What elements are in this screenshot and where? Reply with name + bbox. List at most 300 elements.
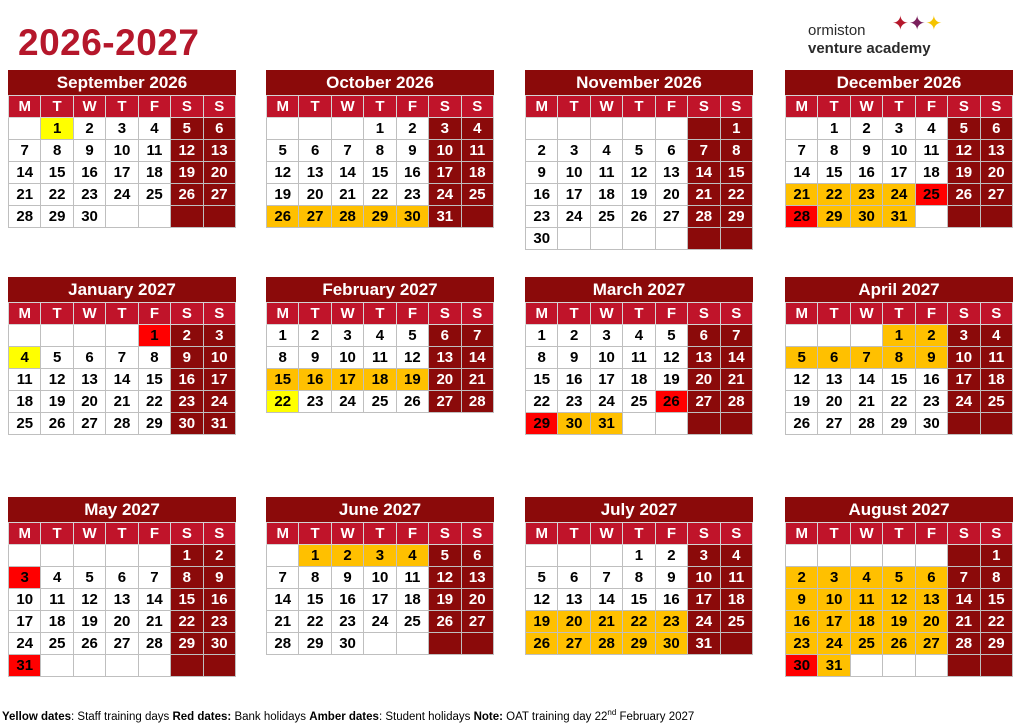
day-cell: 15 bbox=[720, 162, 752, 184]
day-cell: 1 bbox=[364, 118, 396, 140]
day-cell: 29 bbox=[883, 413, 915, 435]
empty-cell bbox=[526, 545, 558, 567]
day-cell: 24 bbox=[429, 184, 461, 206]
legend-note-tail: February 2027 bbox=[616, 710, 695, 723]
day-cell: 10 bbox=[203, 347, 235, 369]
day-cell: 7 bbox=[786, 140, 818, 162]
legend bbox=[2, 708, 694, 723]
day-cell: 16 bbox=[526, 184, 558, 206]
day-cell: 6 bbox=[980, 118, 1012, 140]
empty-cell bbox=[171, 206, 203, 228]
day-cell: 14 bbox=[267, 589, 299, 611]
day-cell: 8 bbox=[138, 347, 170, 369]
day-cell: 7 bbox=[106, 347, 138, 369]
star-icon: ✦ bbox=[908, 13, 926, 35]
day-cell: 7 bbox=[948, 567, 980, 589]
day-cell: 18 bbox=[396, 589, 428, 611]
day-cell: 23 bbox=[786, 633, 818, 655]
day-cell: 3 bbox=[364, 545, 396, 567]
weekday-header: S bbox=[461, 523, 493, 545]
day-cell: 6 bbox=[818, 347, 850, 369]
day-cell: 24 bbox=[818, 633, 850, 655]
month-title: March 2027 bbox=[525, 277, 753, 302]
empty-cell bbox=[138, 206, 170, 228]
day-cell: 21 bbox=[948, 611, 980, 633]
month-table bbox=[266, 95, 494, 228]
empty-cell bbox=[883, 655, 915, 677]
day-cell: 10 bbox=[558, 162, 590, 184]
day-cell: 6 bbox=[203, 118, 235, 140]
day-cell: 9 bbox=[396, 140, 428, 162]
empty-cell bbox=[720, 633, 752, 655]
day-cell: 26 bbox=[171, 184, 203, 206]
day-cell: 24 bbox=[558, 206, 590, 228]
day-cell: 6 bbox=[106, 567, 138, 589]
day-cell: 15 bbox=[526, 369, 558, 391]
month-title: November 2026 bbox=[525, 70, 753, 95]
day-cell: 8 bbox=[526, 347, 558, 369]
day-cell: 9 bbox=[915, 347, 947, 369]
day-cell: 15 bbox=[980, 589, 1012, 611]
empty-cell bbox=[106, 545, 138, 567]
day-cell: 28 bbox=[461, 391, 493, 413]
weekday-header: T bbox=[883, 96, 915, 118]
day-cell: 19 bbox=[948, 162, 980, 184]
day-cell: 14 bbox=[138, 589, 170, 611]
weekday-header: W bbox=[331, 96, 363, 118]
day-cell: 21 bbox=[461, 369, 493, 391]
day-cell: 9 bbox=[299, 347, 331, 369]
day-cell: 26 bbox=[267, 206, 299, 228]
day-cell: 30 bbox=[786, 655, 818, 677]
day-cell: 1 bbox=[171, 545, 203, 567]
weekday-header: M bbox=[526, 96, 558, 118]
day-cell: 29 bbox=[526, 413, 558, 435]
day-cell: 14 bbox=[590, 589, 622, 611]
day-cell: 26 bbox=[948, 184, 980, 206]
day-cell: 4 bbox=[138, 118, 170, 140]
day-cell: 6 bbox=[655, 140, 687, 162]
day-cell: 24 bbox=[948, 391, 980, 413]
day-cell: 9 bbox=[850, 140, 882, 162]
weekday-header: M bbox=[9, 523, 41, 545]
month-table bbox=[266, 522, 494, 655]
empty-cell bbox=[980, 206, 1012, 228]
weekday-header: M bbox=[267, 523, 299, 545]
weekday-header: T bbox=[883, 523, 915, 545]
day-cell: 10 bbox=[364, 567, 396, 589]
day-cell: 20 bbox=[73, 391, 105, 413]
day-cell: 11 bbox=[138, 140, 170, 162]
empty-cell bbox=[73, 545, 105, 567]
day-cell: 11 bbox=[980, 347, 1012, 369]
day-cell: 29 bbox=[41, 206, 73, 228]
weekday-header: F bbox=[655, 303, 687, 325]
weekday-header: S bbox=[203, 523, 235, 545]
weekday-header: F bbox=[915, 303, 947, 325]
empty-cell bbox=[267, 545, 299, 567]
legend-red-label: Red dates: bbox=[172, 710, 232, 723]
day-cell: 5 bbox=[655, 325, 687, 347]
day-cell: 2 bbox=[299, 325, 331, 347]
day-cell: 15 bbox=[364, 162, 396, 184]
day-cell: 20 bbox=[915, 611, 947, 633]
day-cell: 31 bbox=[883, 206, 915, 228]
day-cell: 14 bbox=[688, 162, 720, 184]
day-cell: 1 bbox=[623, 545, 655, 567]
day-cell: 13 bbox=[818, 369, 850, 391]
day-cell: 22 bbox=[171, 611, 203, 633]
day-cell: 6 bbox=[461, 545, 493, 567]
empty-cell bbox=[558, 228, 590, 250]
day-cell: 7 bbox=[461, 325, 493, 347]
day-cell: 19 bbox=[171, 162, 203, 184]
month-title: January 2027 bbox=[8, 277, 236, 302]
day-cell: 24 bbox=[203, 391, 235, 413]
day-cell: 17 bbox=[688, 589, 720, 611]
weekday-header: M bbox=[526, 303, 558, 325]
day-cell: 18 bbox=[364, 369, 396, 391]
day-cell: 3 bbox=[331, 325, 363, 347]
day-cell: 4 bbox=[720, 545, 752, 567]
day-cell: 26 bbox=[883, 633, 915, 655]
day-cell: 19 bbox=[73, 611, 105, 633]
empty-cell bbox=[203, 206, 235, 228]
day-cell: 4 bbox=[980, 325, 1012, 347]
day-cell: 11 bbox=[850, 589, 882, 611]
day-cell: 16 bbox=[915, 369, 947, 391]
empty-cell bbox=[558, 118, 590, 140]
day-cell: 20 bbox=[429, 369, 461, 391]
day-cell: 17 bbox=[203, 369, 235, 391]
day-cell: 26 bbox=[429, 611, 461, 633]
day-cell: 26 bbox=[73, 633, 105, 655]
day-cell: 13 bbox=[688, 347, 720, 369]
day-cell: 24 bbox=[590, 391, 622, 413]
day-cell: 20 bbox=[461, 589, 493, 611]
weekday-header: M bbox=[786, 96, 818, 118]
month-title: September 2026 bbox=[8, 70, 236, 95]
empty-cell bbox=[9, 545, 41, 567]
day-cell: 4 bbox=[850, 567, 882, 589]
weekday-header: T bbox=[41, 96, 73, 118]
weekday-header: T bbox=[106, 523, 138, 545]
day-cell: 18 bbox=[9, 391, 41, 413]
month-calendar bbox=[525, 497, 753, 655]
empty-cell bbox=[138, 545, 170, 567]
month-calendar bbox=[525, 277, 753, 435]
day-cell: 10 bbox=[948, 347, 980, 369]
day-cell: 28 bbox=[9, 206, 41, 228]
weekday-header: S bbox=[461, 96, 493, 118]
month-table bbox=[8, 95, 236, 228]
month-calendar bbox=[266, 277, 494, 413]
weekday-header: S bbox=[720, 303, 752, 325]
day-cell: 29 bbox=[299, 633, 331, 655]
day-cell: 9 bbox=[203, 567, 235, 589]
day-cell: 18 bbox=[138, 162, 170, 184]
day-cell: 14 bbox=[461, 347, 493, 369]
empty-cell bbox=[41, 655, 73, 677]
month-table bbox=[525, 302, 753, 435]
empty-cell bbox=[850, 545, 882, 567]
day-cell: 23 bbox=[655, 611, 687, 633]
day-cell: 10 bbox=[106, 140, 138, 162]
day-cell: 19 bbox=[786, 391, 818, 413]
day-cell: 4 bbox=[623, 325, 655, 347]
day-cell: 5 bbox=[41, 347, 73, 369]
month-title: April 2027 bbox=[785, 277, 1013, 302]
day-cell: 21 bbox=[850, 391, 882, 413]
day-cell: 2 bbox=[171, 325, 203, 347]
weekday-header: S bbox=[171, 303, 203, 325]
day-cell: 12 bbox=[655, 347, 687, 369]
day-cell: 10 bbox=[429, 140, 461, 162]
day-cell: 12 bbox=[171, 140, 203, 162]
weekday-header: W bbox=[850, 303, 882, 325]
month-title: February 2027 bbox=[266, 277, 494, 302]
month-calendar bbox=[8, 277, 236, 435]
weekday-header: S bbox=[171, 523, 203, 545]
day-cell: 4 bbox=[364, 325, 396, 347]
empty-cell bbox=[331, 118, 363, 140]
day-cell: 18 bbox=[623, 369, 655, 391]
month-table bbox=[8, 302, 236, 435]
day-cell: 27 bbox=[818, 413, 850, 435]
day-cell: 26 bbox=[786, 413, 818, 435]
weekday-header: S bbox=[461, 303, 493, 325]
day-cell: 22 bbox=[720, 184, 752, 206]
day-cell: 6 bbox=[688, 325, 720, 347]
day-cell: 17 bbox=[883, 162, 915, 184]
page-title: 2026-2027 bbox=[18, 22, 200, 63]
day-cell: 29 bbox=[623, 633, 655, 655]
day-cell: 22 bbox=[883, 391, 915, 413]
day-cell: 11 bbox=[461, 140, 493, 162]
empty-cell bbox=[623, 413, 655, 435]
day-cell: 29 bbox=[818, 206, 850, 228]
day-cell: 30 bbox=[171, 413, 203, 435]
legend-amber-text: : Student holidays bbox=[378, 710, 474, 723]
day-cell: 21 bbox=[331, 184, 363, 206]
empty-cell bbox=[106, 325, 138, 347]
month-calendar bbox=[785, 497, 1013, 677]
day-cell: 15 bbox=[41, 162, 73, 184]
month-calendar bbox=[8, 497, 236, 677]
weekday-header: S bbox=[688, 303, 720, 325]
empty-cell bbox=[655, 118, 687, 140]
empty-cell bbox=[655, 413, 687, 435]
day-cell: 27 bbox=[915, 633, 947, 655]
day-cell: 16 bbox=[73, 162, 105, 184]
day-cell: 30 bbox=[73, 206, 105, 228]
day-cell: 9 bbox=[786, 589, 818, 611]
day-cell: 26 bbox=[655, 391, 687, 413]
weekday-header: S bbox=[171, 96, 203, 118]
weekday-header: S bbox=[688, 96, 720, 118]
weekday-header: T bbox=[818, 96, 850, 118]
month-title: August 2027 bbox=[785, 497, 1013, 522]
day-cell: 6 bbox=[558, 567, 590, 589]
day-cell: 6 bbox=[73, 347, 105, 369]
day-cell: 22 bbox=[267, 391, 299, 413]
day-cell: 13 bbox=[461, 567, 493, 589]
legend-yellow-text: : Staff training days bbox=[71, 710, 173, 723]
logo-line1: ormiston bbox=[808, 22, 866, 39]
day-cell: 16 bbox=[786, 611, 818, 633]
empty-cell bbox=[786, 545, 818, 567]
day-cell: 20 bbox=[106, 611, 138, 633]
day-cell: 16 bbox=[299, 369, 331, 391]
weekday-header: S bbox=[203, 96, 235, 118]
logo-stars-icon bbox=[892, 14, 942, 34]
day-cell: 10 bbox=[331, 347, 363, 369]
day-cell: 13 bbox=[980, 140, 1012, 162]
day-cell: 29 bbox=[171, 633, 203, 655]
day-cell: 14 bbox=[948, 589, 980, 611]
weekday-header: W bbox=[590, 523, 622, 545]
day-cell: 25 bbox=[590, 206, 622, 228]
legend-yellow-label: Yellow dates bbox=[2, 710, 72, 723]
month-title: December 2026 bbox=[785, 70, 1013, 95]
empty-cell bbox=[850, 655, 882, 677]
day-cell: 24 bbox=[9, 633, 41, 655]
day-cell: 31 bbox=[9, 655, 41, 677]
weekday-header: F bbox=[915, 523, 947, 545]
day-cell: 25 bbox=[364, 391, 396, 413]
weekday-header: W bbox=[331, 523, 363, 545]
month-calendar bbox=[785, 277, 1013, 435]
day-cell: 11 bbox=[9, 369, 41, 391]
day-cell: 8 bbox=[267, 347, 299, 369]
month-title: May 2027 bbox=[8, 497, 236, 522]
weekday-header: T bbox=[623, 96, 655, 118]
weekday-header: T bbox=[818, 303, 850, 325]
weekday-header: M bbox=[267, 303, 299, 325]
day-cell: 8 bbox=[720, 140, 752, 162]
weekday-header: T bbox=[623, 303, 655, 325]
day-cell: 19 bbox=[267, 184, 299, 206]
weekday-header: S bbox=[429, 96, 461, 118]
day-cell: 17 bbox=[948, 369, 980, 391]
day-cell: 24 bbox=[688, 611, 720, 633]
day-cell: 23 bbox=[171, 391, 203, 413]
day-cell: 6 bbox=[429, 325, 461, 347]
day-cell: 21 bbox=[688, 184, 720, 206]
day-cell: 25 bbox=[396, 611, 428, 633]
day-cell: 31 bbox=[429, 206, 461, 228]
day-cell: 30 bbox=[850, 206, 882, 228]
weekday-header: T bbox=[818, 523, 850, 545]
day-cell: 17 bbox=[558, 184, 590, 206]
empty-cell bbox=[980, 655, 1012, 677]
empty-cell bbox=[720, 413, 752, 435]
empty-cell bbox=[267, 118, 299, 140]
day-cell: 24 bbox=[106, 184, 138, 206]
day-cell: 1 bbox=[138, 325, 170, 347]
empty-cell bbox=[203, 655, 235, 677]
day-cell: 7 bbox=[590, 567, 622, 589]
weekday-header: T bbox=[558, 96, 590, 118]
day-cell: 27 bbox=[299, 206, 331, 228]
weekday-header: F bbox=[915, 96, 947, 118]
day-cell: 2 bbox=[655, 545, 687, 567]
empty-cell bbox=[948, 413, 980, 435]
weekday-header: F bbox=[655, 96, 687, 118]
day-cell: 27 bbox=[429, 391, 461, 413]
day-cell: 26 bbox=[396, 391, 428, 413]
logo-line2: venture academy bbox=[808, 40, 931, 57]
day-cell: 19 bbox=[396, 369, 428, 391]
weekday-header: S bbox=[948, 523, 980, 545]
day-cell: 8 bbox=[980, 567, 1012, 589]
month-table bbox=[785, 302, 1013, 435]
day-cell: 25 bbox=[980, 391, 1012, 413]
empty-cell bbox=[818, 545, 850, 567]
day-cell: 12 bbox=[948, 140, 980, 162]
day-cell: 5 bbox=[623, 140, 655, 162]
day-cell: 21 bbox=[720, 369, 752, 391]
day-cell: 27 bbox=[203, 184, 235, 206]
day-cell: 8 bbox=[818, 140, 850, 162]
weekday-header: T bbox=[106, 96, 138, 118]
day-cell: 28 bbox=[688, 206, 720, 228]
day-cell: 13 bbox=[73, 369, 105, 391]
weekday-header: S bbox=[948, 96, 980, 118]
day-cell: 31 bbox=[818, 655, 850, 677]
day-cell: 19 bbox=[526, 611, 558, 633]
empty-cell bbox=[41, 545, 73, 567]
day-cell: 5 bbox=[883, 567, 915, 589]
day-cell: 25 bbox=[138, 184, 170, 206]
day-cell: 30 bbox=[526, 228, 558, 250]
month-table bbox=[785, 95, 1013, 228]
day-cell: 29 bbox=[980, 633, 1012, 655]
empty-cell bbox=[688, 228, 720, 250]
day-cell: 25 bbox=[41, 633, 73, 655]
day-cell: 27 bbox=[73, 413, 105, 435]
day-cell: 30 bbox=[558, 413, 590, 435]
weekday-header: T bbox=[364, 303, 396, 325]
day-cell: 5 bbox=[948, 118, 980, 140]
empty-cell bbox=[171, 655, 203, 677]
academy-logo bbox=[808, 14, 968, 60]
day-cell: 12 bbox=[526, 589, 558, 611]
day-cell: 28 bbox=[948, 633, 980, 655]
day-cell: 2 bbox=[526, 140, 558, 162]
empty-cell bbox=[73, 325, 105, 347]
weekday-header: T bbox=[558, 303, 590, 325]
day-cell: 22 bbox=[526, 391, 558, 413]
day-cell: 20 bbox=[203, 162, 235, 184]
day-cell: 22 bbox=[299, 611, 331, 633]
day-cell: 10 bbox=[590, 347, 622, 369]
day-cell: 30 bbox=[203, 633, 235, 655]
month-title: October 2026 bbox=[266, 70, 494, 95]
day-cell: 11 bbox=[720, 567, 752, 589]
day-cell: 9 bbox=[331, 567, 363, 589]
day-cell: 17 bbox=[106, 162, 138, 184]
day-cell: 23 bbox=[850, 184, 882, 206]
day-cell: 12 bbox=[267, 162, 299, 184]
day-cell: 8 bbox=[364, 140, 396, 162]
weekday-header: T bbox=[106, 303, 138, 325]
weekday-header: M bbox=[786, 303, 818, 325]
day-cell: 12 bbox=[429, 567, 461, 589]
day-cell: 23 bbox=[915, 391, 947, 413]
day-cell: 15 bbox=[623, 589, 655, 611]
day-cell: 28 bbox=[331, 206, 363, 228]
